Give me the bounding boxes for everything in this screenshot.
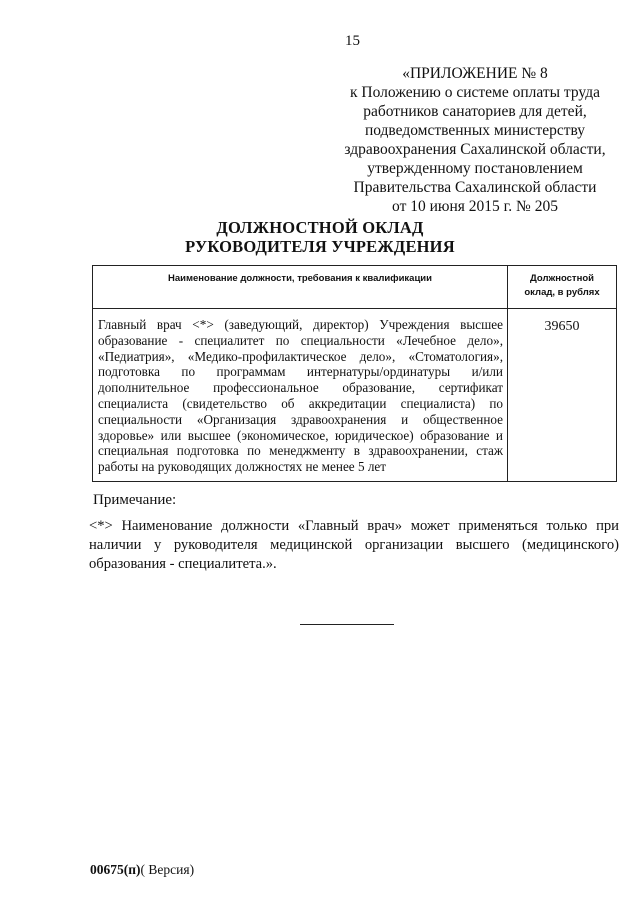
title-line: РУКОВОДИТЕЛЯ УЧРЕЖДЕНИЯ <box>185 237 455 256</box>
header-position: Наименование должности, требования к квалификации <box>93 266 508 309</box>
appendix-line: утвержденному постановлением <box>367 160 583 177</box>
header-salary <box>508 266 617 309</box>
title-line: ДОЛЖНОСТНОЙ ОКЛАД <box>216 218 424 237</box>
note-text: <*> Наименование должности «Главный врач» может применяться только при наличии у руководителя медицинской организации высшего (медицинского) образования - специалитета.». <box>89 518 619 572</box>
note-label: Примечание: <box>93 492 177 508</box>
document-title <box>120 218 520 256</box>
document-code-number: 00675(п) <box>90 862 141 877</box>
document-version: ( Версия) <box>140 862 195 877</box>
divider-line <box>300 624 394 625</box>
appendix-line: работников санаториев для детей, <box>363 103 587 120</box>
appendix-line: подведомственных министерству <box>364 122 586 139</box>
appendix-line: Правительства Сахалинской области <box>353 179 597 196</box>
appendix-line: от 10 июня 2015 г. № 205 <box>392 198 558 215</box>
appendix-line: здравоохранения Сахалинской области, <box>344 141 606 158</box>
appendix-line: «ПРИЛОЖЕНИЕ № 8 <box>402 65 548 82</box>
page-number: 15 <box>345 33 360 49</box>
document-code <box>90 862 194 878</box>
appendix-line: к Положению о системе оплаты труда <box>350 84 600 101</box>
table-row <box>93 309 617 482</box>
table-header-row <box>93 266 617 309</box>
salary-value: 39650 <box>508 309 617 482</box>
position-requirements: Главный врач <*> (заведующий, директор) Учреждения высшее образование - специалитет по специальности «Лечебное дело», «Педиатрия», «Медико-профилактическое дело», «Стоматология», подготовка по программам интернатуры/ординатуры и/или дополнительное профессиональное образование, сертификат специалиста (свидетельство об аккредитации специалиста) по специальности «Организация здравоохранения и общественное здоровье» или высшее (экономическое, юридическое) образование и специальная подготовка по менеджменту в здравоохранении, стаж работы на руководящих должностях не менее 5 лет <box>93 309 508 482</box>
header-salary-line: оклад, в рублях <box>524 287 600 298</box>
salary-table <box>92 265 617 482</box>
appendix-header <box>330 64 620 216</box>
header-salary-line: Должностной <box>530 273 594 284</box>
